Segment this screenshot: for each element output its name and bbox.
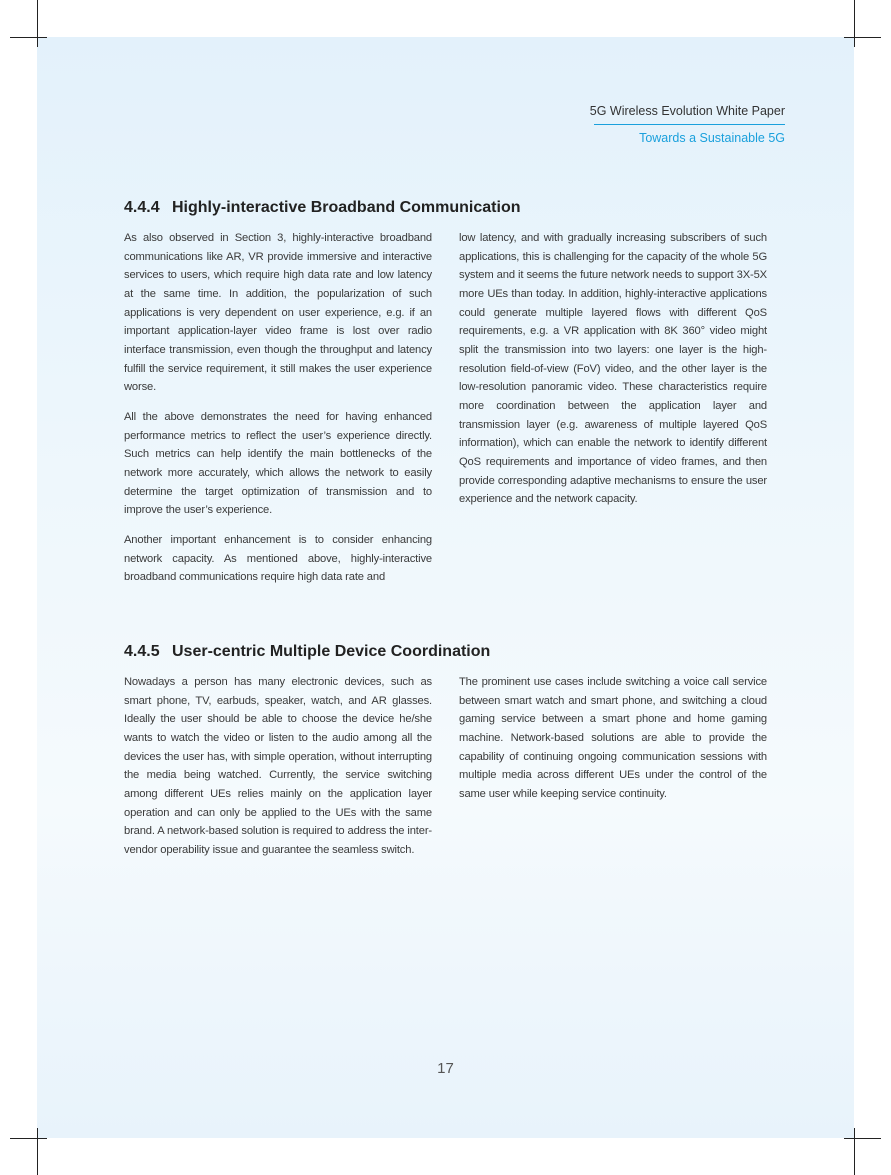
section-number: 4.4.4	[124, 199, 160, 216]
running-header-subtitle: Towards a Sustainable 5G	[639, 131, 785, 145]
crop-mark-bottom-left-h	[10, 1138, 47, 1139]
header-divider	[594, 124, 785, 125]
paragraph: Another important enhancement is to consider enhancing network capacity. As mentioned above, highly-interactive broadband communications require high data rate and	[124, 533, 432, 584]
section-heading-4-4-5	[124, 643, 490, 661]
section-title: User-centric Multiple Device Coordination	[172, 643, 491, 660]
paragraph: All the above demonstrates the need for having enhanced performance metrics to reflect the user’s experience directly. Such metrics can help identify the main bottlenecks of the network more accurately, which allows the network to easily determine the target optimization of transmission and to improve the user’s experience.	[124, 410, 432, 517]
paragraph: The prominent use cases include switching a voice call service between smart watch and smart phone, and switching a cloud gaming service between a smart phone and home gaming machine. Network-based solutions are able to provide the capability of continuing ongoing communication sessions with multiple media across different UEs under the control of the same user while keeping service continuity.	[459, 676, 767, 800]
running-header-title: 5G Wireless Evolution White Paper	[589, 104, 785, 118]
paragraph: As also observed in Section 3, highly-interactive broadband communications like AR, VR provide immersive and interactive services to users, which require high data rate and low latency at the same time. In addition, the popularization of such applications is very dependent on user experience, e.g. if an important application-layer video frame is lost over radio interface transmission, even though the throughput and latency fulfill the service requirement, it still makes the user experience worse.	[124, 232, 432, 394]
section-4-4-5-right-column	[459, 673, 767, 804]
paragraph: Nowadays a person has many electronic devices, such as smart phone, TV, earbuds, speaker, watch, and AR glasses. Ideally the user should be able to choose the device he/she wants to watch the video or listen to the audio among all the devices the user has, with simple operation, without interrupting the media being watched. Currently, the service switching among different UEs relies mainly on the application layer operation and can only be applied to the UEs with the same brand. A network-based solution is required to address the inter-vendor operability issue and guarantee the seamless switch.	[124, 676, 432, 856]
crop-mark-bottom-right-v	[854, 1128, 855, 1175]
section-4-4-5-left-column	[124, 673, 432, 860]
section-4-4-4-right-column	[459, 229, 767, 509]
section-title: Highly-interactive Broadband Communication	[172, 199, 521, 216]
section-number: 4.4.5	[124, 643, 160, 660]
crop-mark-bottom-right-h	[844, 1138, 881, 1139]
crop-mark-top-left-v	[37, 0, 38, 47]
crop-mark-top-right-v	[854, 0, 855, 47]
paragraph: low latency, and with gradually increasing subscribers of such applications, this is challenging for the capacity of the whole 5G system and it seems the future network needs to support 3X-5X more UEs than today. In addition, highly-interactive applications could generate multiple layered flows with different QoS requirements, e.g. a VR application with 8K 360° video might split the transmission into two layers: one layer is the high-resolution field-of-view (FoV) video, and the other layer is the low-resolution panoramic video. These characteristics require more coordination between the application layer and transmission layer (e.g. awareness of multiple layered QoS information), which can enable the network to identify different QoS requirements and importance of video frames, and then provide corresponding adaptive mechanisms to ensure the user experience and the network capacity.	[459, 232, 767, 506]
crop-mark-top-right-h	[844, 37, 881, 38]
crop-mark-bottom-left-v	[37, 1128, 38, 1175]
page-number: 17	[437, 1060, 454, 1077]
section-heading-4-4-4	[124, 199, 520, 217]
section-4-4-4-left-column	[124, 229, 432, 587]
crop-mark-top-left-h	[10, 37, 47, 38]
